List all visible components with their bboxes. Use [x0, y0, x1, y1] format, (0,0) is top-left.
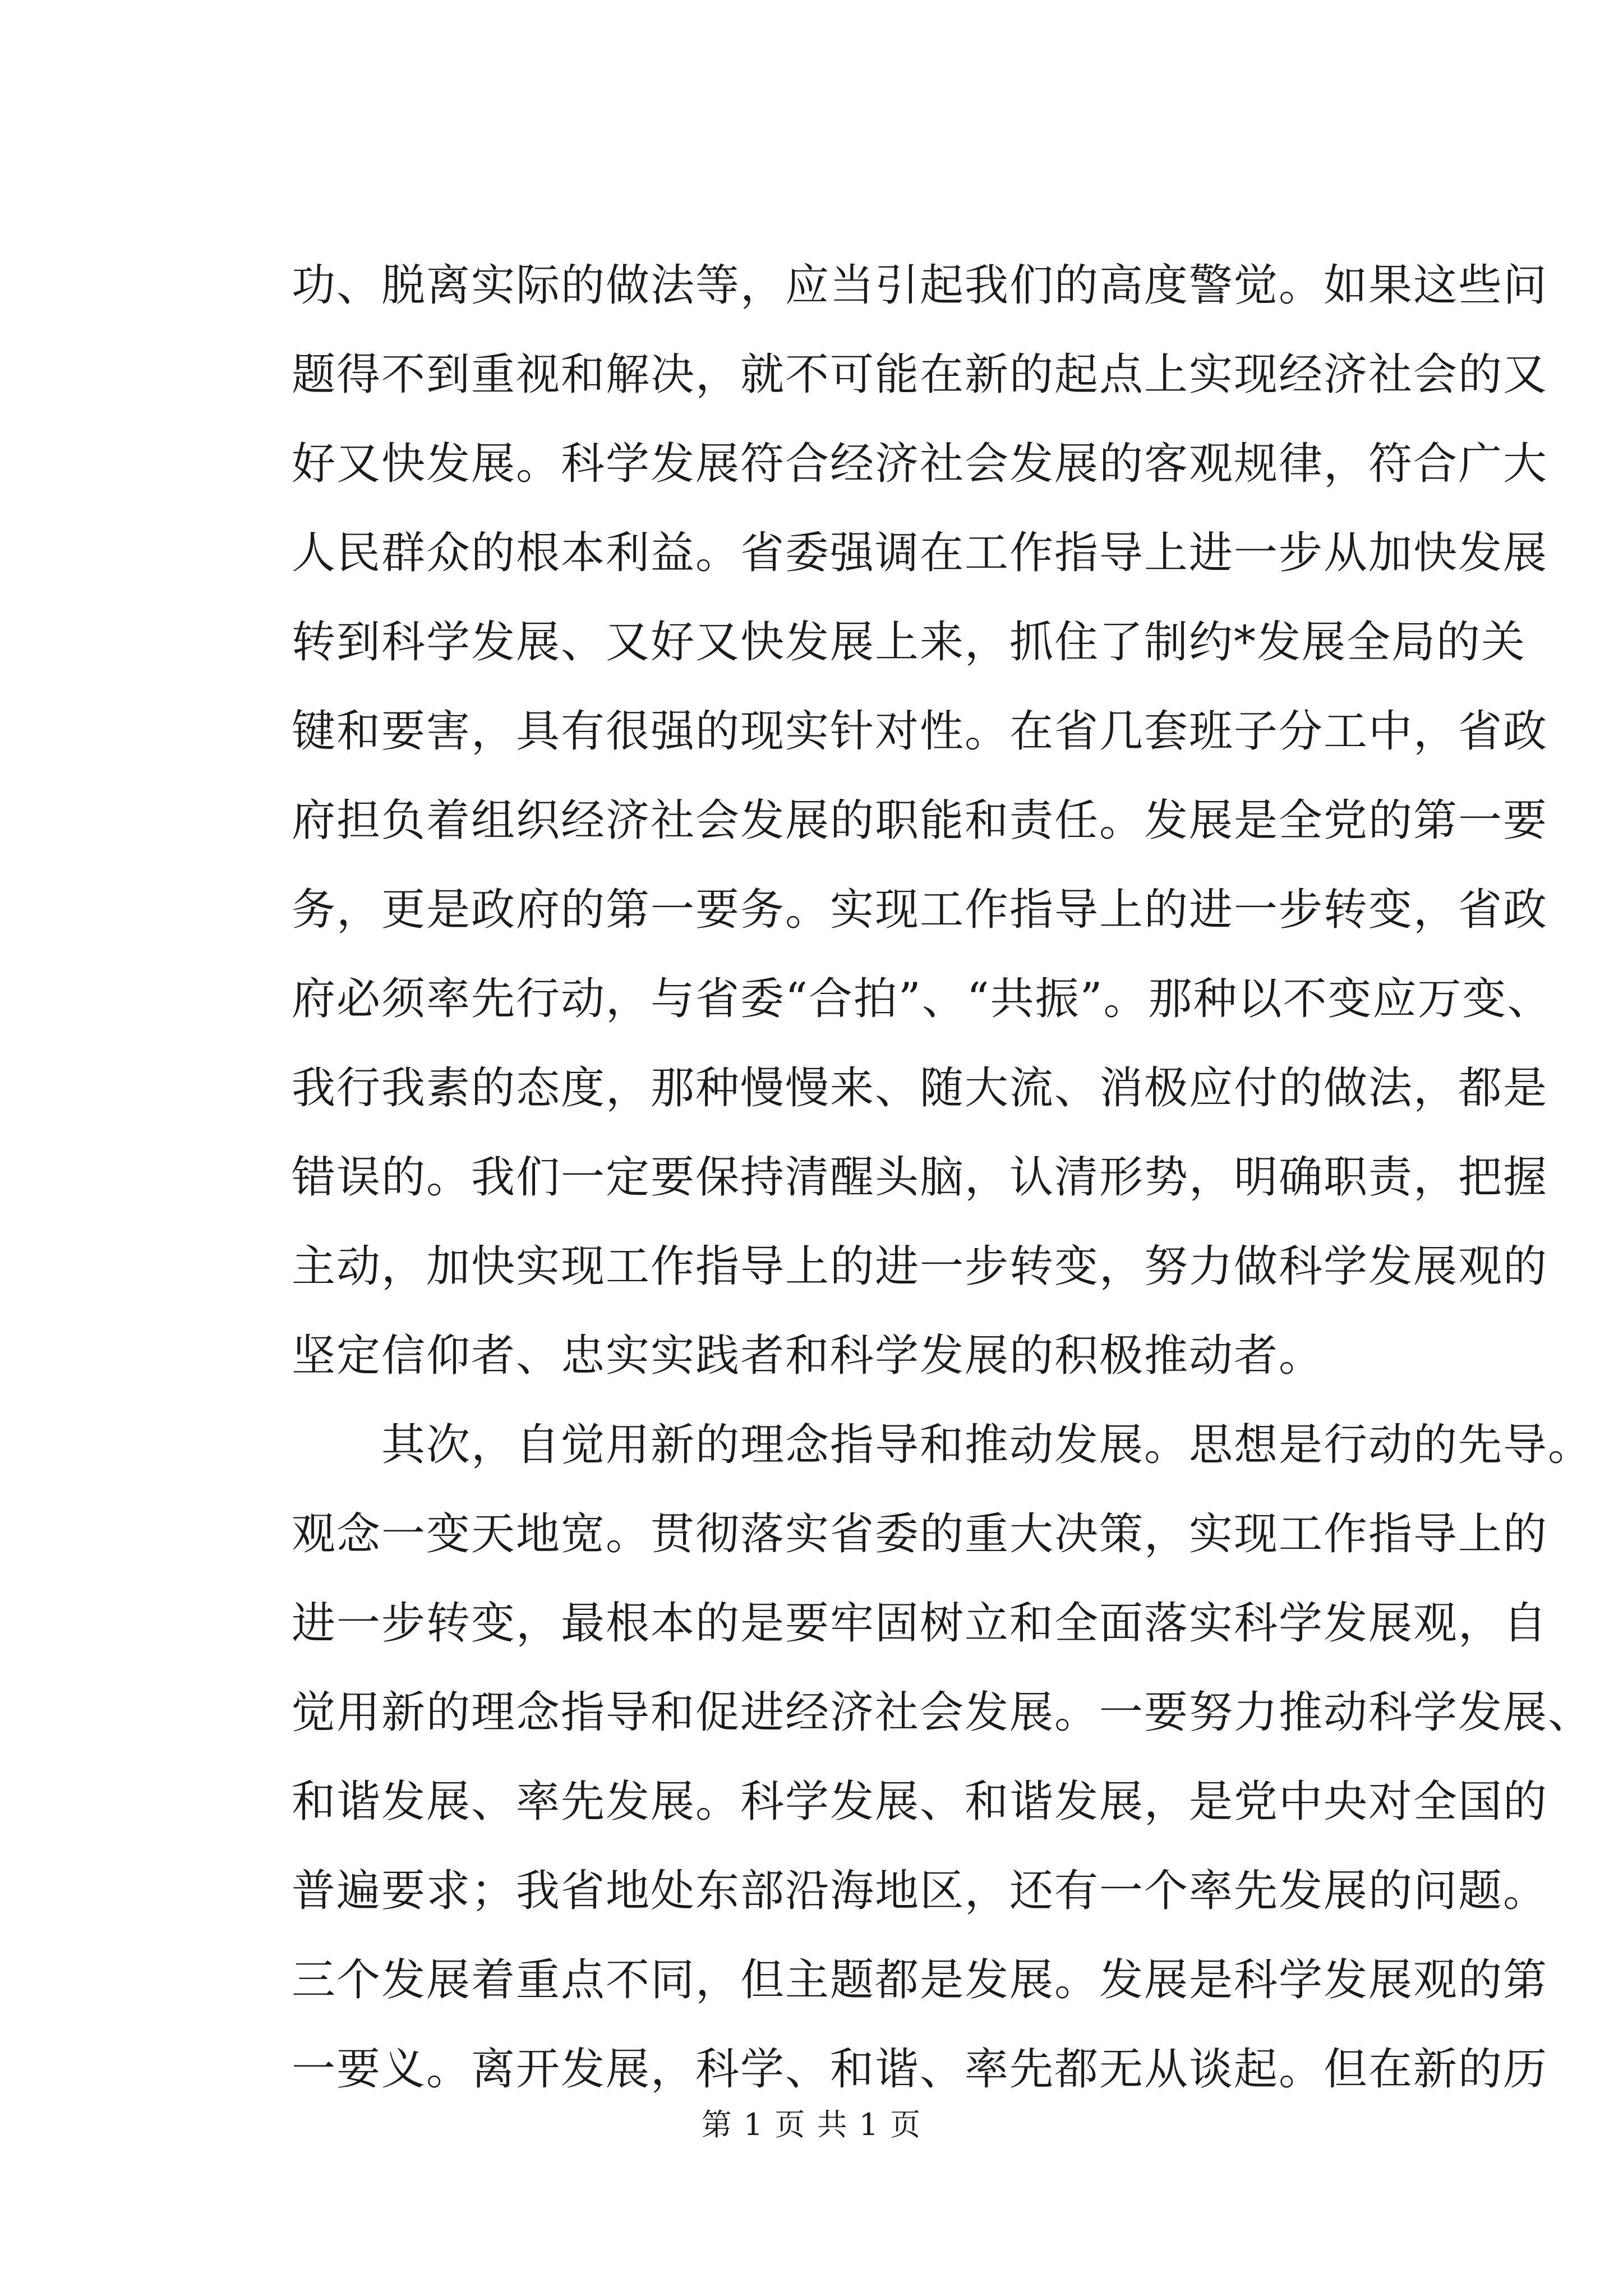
text-line: 功、脱离实际的做法等，应当引起我们的高度警觉。如果这些问: [292, 260, 1548, 311]
text-line: 主动，加快实现工作指导上的进一步转变，努力做科学发展观的: [292, 1241, 1548, 1292]
text-line: 观念一变天地宽。贯彻落实省委的重大决策，实现工作指导上的: [292, 1509, 1548, 1559]
text-line: 府必须率先行动，与省委“合拍”、“共振”。那种以不变应万变、: [292, 974, 1552, 1024]
text-line: 进一步转变，最根本的是要牢固树立和全面落实科学发展观，自: [292, 1598, 1548, 1649]
text-line: 府担负着组织经济社会发展的职能和责任。发展是全党的第一要: [292, 795, 1548, 846]
text-line: 键和要害，具有很强的现实针对性。在省几套班子分工中，省政: [292, 706, 1548, 757]
text-line: 觉用新的理念指导和促进经济社会发展。一要努力推动科学发展、: [292, 1687, 1593, 1738]
text-line: 普遍要求；我省地处东部沿海地区，还有一个率先发展的问题。: [292, 1866, 1548, 1916]
page-footer: 第 1 页 共 1 页: [701, 2107, 922, 2142]
text-line: 三个发展着重点不同，但主题都是发展。发展是科学发展观的第: [292, 1955, 1548, 2005]
document-body: [292, 241, 1593, 2114]
text-line: 错误的。我们一定要保持清醒头脑，认清形势，明确职责，把握: [292, 1152, 1548, 1203]
text-line: 人民群众的根本利益。省委强调在工作指导上进一步从加快发展: [292, 528, 1548, 578]
text-line: 题得不到重视和解决，就不可能在新的起点上实现经济社会的又: [292, 349, 1548, 400]
text-line: 一要义。离开发展，科学、和谐、率先都无从谈起。但在新的历: [292, 2044, 1548, 2095]
text-line: 和谐发展、率先发展。科学发展、和谐发展，是党中央对全国的: [292, 1777, 1548, 1827]
text-line: 好又快发展。科学发展符合经济社会发展的客观规律，符合广大: [292, 439, 1548, 489]
paragraph-start-line: 其次，自觉用新的理念指导和推动发展。思想是行动的先导。: [292, 1420, 1593, 1470]
text-line: 转到科学发展、又好又快发展上来，抓住了制约*发展全局的关: [292, 617, 1527, 668]
text-line: 坚定信仰者、忠实实践者和科学发展的积极推动者。: [292, 1331, 1324, 1381]
text-line: 务，更是政府的第一要务。实现工作指导上的进一步转变，省政: [292, 885, 1548, 935]
text-line: 我行我素的态度，那种慢慢来、随大流、消极应付的做法，都是: [292, 1063, 1548, 1114]
